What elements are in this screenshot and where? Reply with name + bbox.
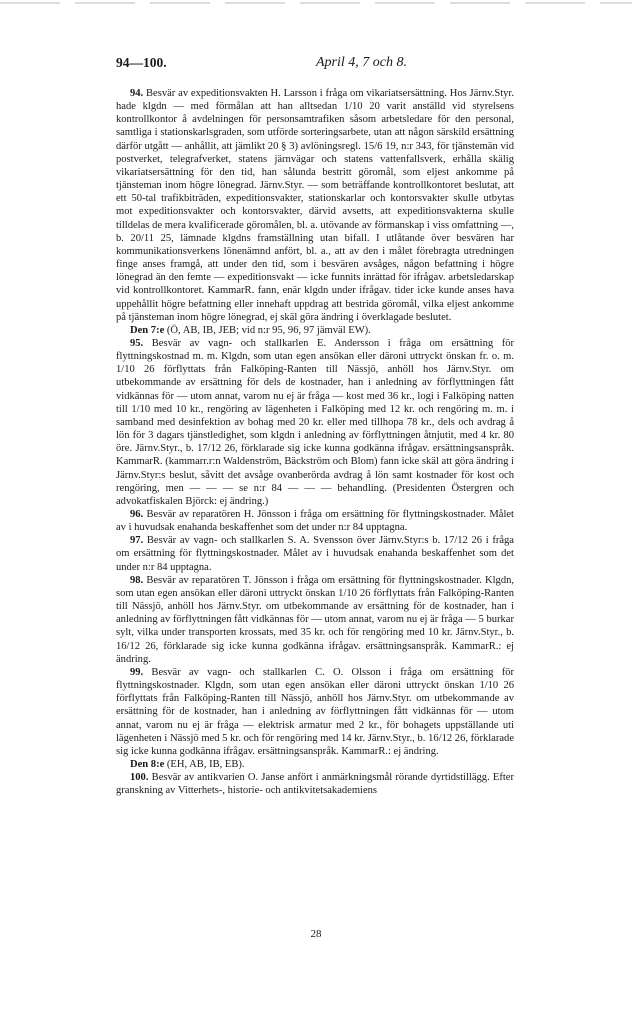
page-header bbox=[116, 55, 514, 73]
session-members: (EH, AB, IB, EB). bbox=[164, 758, 245, 770]
case-number: 99. bbox=[130, 666, 144, 678]
scan-edge-line bbox=[0, 2, 632, 4]
case-number: 95. bbox=[130, 337, 144, 349]
page-number: 28 bbox=[310, 928, 322, 940]
case-text: Besvär av reparatören T. Jönsson i fråga om ersättning för flyttningskostnader. Klgdn, som utan egen ansökan eller däroni uttryckt önskan 1/10 26 förflyttats från Falköping-Ranten till Nässjö, anhöll hos Järnv.Styr. om utbekommande av ersättning för de kostnader, han i anledning av förflyttningen fått vidkännas för — utom annat, varom nu ej är fråga — 5 burkar sylt, vilka under transporten krossats, med 35 kr. och för rengöring med 10 kr. Järnv.Styr., b. 16/12 26, förklarade sig icke kunna godkänna ifrågav. ersättningsanspråk. KammarR.: ej ändring. bbox=[116, 574, 514, 665]
session-date: Den 8:e bbox=[130, 758, 165, 770]
session-members: (Ö, AB, IB, JEB; vid n:r 95, 96, 97 jämväl EW). bbox=[164, 324, 371, 336]
case-range: 94—100. bbox=[116, 55, 167, 70]
case-paragraph bbox=[116, 337, 514, 508]
case-number: 100. bbox=[130, 772, 149, 784]
session-date: Den 7:e bbox=[130, 324, 165, 336]
session-line bbox=[116, 758, 514, 771]
case-number: 94. bbox=[130, 88, 144, 99]
page-body bbox=[116, 87, 514, 797]
case-text: Besvär av antikvarien O. Janse anfört i anmärkningsmål rörande dyrtidstillägg. Efter granskning av Vitterhets-, historie- och antikvitetsakademiens bbox=[116, 772, 514, 797]
case-paragraph bbox=[116, 508, 514, 534]
case-number: 98. bbox=[130, 574, 144, 586]
case-paragraph bbox=[116, 534, 514, 573]
case-paragraph bbox=[116, 87, 514, 324]
case-paragraph bbox=[116, 666, 514, 758]
case-text: Besvär av vagn- och stallkarlen S. A. Svensson över Järnv.Styr:s b. 17/12 26 i fråga om ersättning för flyttningskostnader. Målet av i huvudsak enahanda beskaffenhet som det under n:r 84 upptagna. bbox=[116, 535, 514, 573]
case-text: Besvär av expeditionsvakten H. Larsson i fråga om vikariatsersättning. Hos Järnv.Styr. hade klgdn — med förmålan att han alltsedan 1/10 20 varit anställd vid styrelsens kontrollkontor å avdelningen för personsamtrafiken såsom arbetsledare för den personal, samtliga i stationskarlsgraden, som utförde sorteringsarbete, utan att någon särskild ersättning därför utgått — anhållit, att jämlikt 20 § 3) avlöningsregl. 15/6 19, n:r 343, för tjänstemän vid postverket, telegrafverket, statens järnvägar och statens vattenfallsverk, erhålla skälig vikariatsersättning för den tid, han sålunda bestritt göromål, som eljest ankomme på tjänsteman inom högre lönegrad. Järnv.Styr. — som beträffande kontrollkontoret beslutat, att ett 50-tal trafikbiträden, expeditionsvakter, stationskarlar och kontorsvakter skulle utbytas mot expeditionsvakter och kontorsvakter, därvid avsetts, att expeditionsvakterna skulle tilldelas de mera kvalificerade göromålen, bl. a. utövande av förmanskap i viss omfattning —, b. 20/11 25, lämnade klgdns framställning utan bifall. I utlåtande över besvären har kommunikationsverkens lönenämnd anfört, bl. a., att av den i målet förebragta utredningen finge anses framgå, att under den tid, som i besvären avsåges, någon befattning i högre lönegrad än den femte — expeditionsvakt — icke funnits inrättad för ifrågav. arbetsledarskap vid kontrollkontoret. KammarR. fann, enär klgdn under ifrågav. tider icke kunde anses hava uppehållit högre befattning eller innehaft uppdrag att bestrida göromål, vilka eljest ankomme på tjänsteman inom högre lönegrad, ej skäl göra ändring i överklagade beslutet. bbox=[116, 88, 514, 323]
case-number: 97. bbox=[130, 535, 144, 547]
case-paragraph bbox=[116, 574, 514, 666]
case-paragraph bbox=[116, 771, 514, 797]
case-text: Besvär av reparatören H. Jönsson i fråga om ersättning för flyttningskostnader. Målet av i huvudsak enahanda beskaffenhet som det under n:r 84 upptagna. bbox=[116, 509, 514, 534]
session-line bbox=[116, 324, 514, 337]
case-text: Besvär av vagn- och stallkarlen E. Andersson i fråga om ersättning för flyttningskostnad m. m. Klgdn, som utan egen ansökan eller däroni uttryckt önskan fr. o. m. 1/10 26 förflyttats från Falköping-Ranten till Nässjö, anhöll hos Järnv.Styr. om utbekommande av ersättning för dels de kostnader, han i anledning av förflyttningen fått vidkännas för — utom annat, varom nu ej är fråga — kost med 36 kr., logi i Falköping natten till 1/10 med 10 kr., rengöring av lägenheten i Falköping med 12 kr. och rengöring m. m. i samband med desinfektion av bohag med 20 kr. eller med tillhopa 78 kr., dels och avdrag å lön för 3 dagars tjänstledighet, som klgdn i anledning av förflyttningen åtnjutit, med 4 kr. 80 öre. Järnv.Styr., b. 17/12 26, förklarade sig icke kunna godkänna ifrågav. ersättningsanspråk. KammarR. (kammarr.r:n Waldenström, Bäckström och Blom) fann icke skäl att göra ändring i Järnv.Styr:s beslut, såvitt det avsåge ovanberörda avdrag å lön samt kostnader för kost och rengöring, men — — — se n:r 84 — — — behandling. (Presidenten Östergren och advokatfiskalen Björck: ej ändring.) bbox=[116, 337, 514, 507]
header-date: April 4, 7 och 8. bbox=[316, 55, 407, 70]
case-text: Besvär av vagn- och stallkarlen C. O. Olsson i fråga om ersättning för flyttningskostnader. Klgdn, som utan egen ansökan eller däroni uttryckt önskan 1/10 26 förflyttats från Falköping-Ranten till Nässjö, anhöll hos Järnv.Styr. om utbekommande av ersättning för de kostnader, han i anledning av förflyttningen fått vidkännas för — utom annat, varom nu ej är fråga — elektrisk armatur med 2 kr., för bohagets uppställande uti lägenheten i Nässjö med 5 kr. och för rengöring med 14 kr. Järnv.Styr., b. 16/12 26, förklarade sig icke kunna godkänna ifrågav. ersättningsanspråk. KammarR.: ej ändring. bbox=[116, 666, 514, 757]
case-number: 96. bbox=[130, 509, 144, 520]
